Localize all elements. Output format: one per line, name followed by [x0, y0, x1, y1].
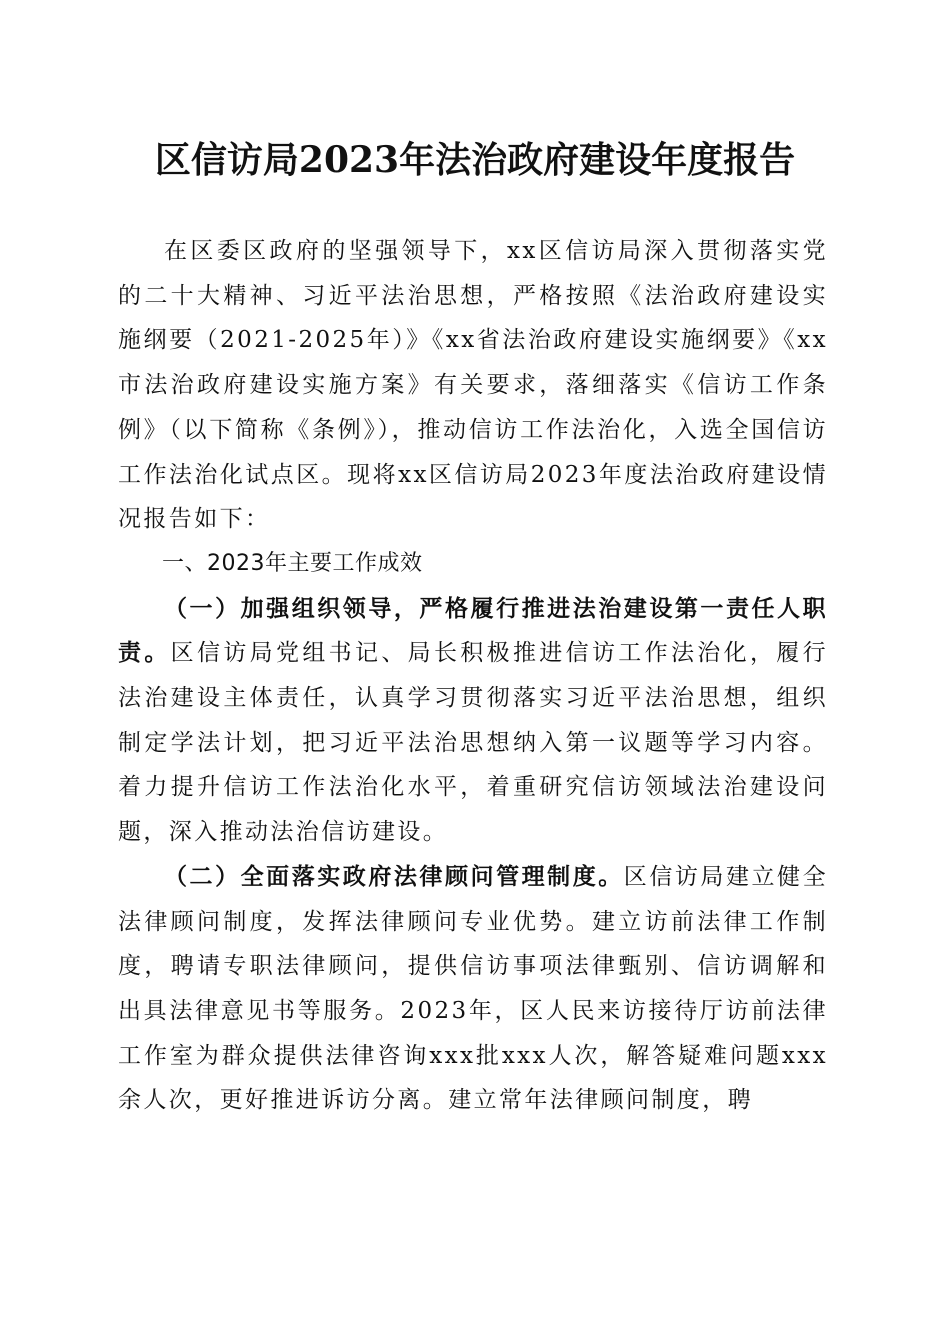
- item-1-lead: （一）加强组织领导，严格履行推进法治建设第一责任人职责。: [118, 594, 828, 667]
- intro-paragraph: 在区委区政府的坚强领导下，xx区信访局深入贯彻落实党的二十大精神、习近平法治思想，严格按照《法治政府建设实施纲要（2021-2025年）》《xx省法治政府建设实施纲要》《xx市法治政府建设实施方案》有关要求，落细落实《信访工作条例》（以下简称《条例》），推动信访工作法治化，入选全国信访工作法治化试点区。现将xx区信访局2023年度法治政府建设情况报告如下：: [118, 238, 828, 533]
- item-2-text: 区信访局建立健全法律顾问制度，发挥法律顾问专业优势。建立访前法律工作制度，聘请专职法律顾问，提供信访事项法律甄别、信访调解和出具法律意见书等服务。2023年，区人民来访接待厅访前法律工作室为群众提供法律咨询xxx批xxx人次，解答疑难问题xxx余人次，更好推进诉访分离。建立常年法律顾问制度，聘: [118, 863, 829, 1114]
- paragraph-item-1: [118, 587, 828, 855]
- section-heading: 一、2023年主要工作成效: [162, 550, 423, 576]
- document-title: 区信访局2023年法治政府建设年度报告: [154, 139, 796, 181]
- item-2-lead: （二）全面落实政府法律顾问管理制度。: [164, 862, 624, 890]
- paragraph-item-2: [118, 855, 828, 1123]
- document-body: [118, 229, 828, 1123]
- item-1-text: 区信访局党组书记、局长积极推进信访工作法治化，履行法治建设主体责任，认真学习贯彻落实习近平法治思想，组织制定学法计划，把习近平法治思想纳入第一议题等学习内容。着力提升信访工作法治化水平，着重研究信访领域法治建设问题，深入推动法治信访建设。: [118, 640, 828, 846]
